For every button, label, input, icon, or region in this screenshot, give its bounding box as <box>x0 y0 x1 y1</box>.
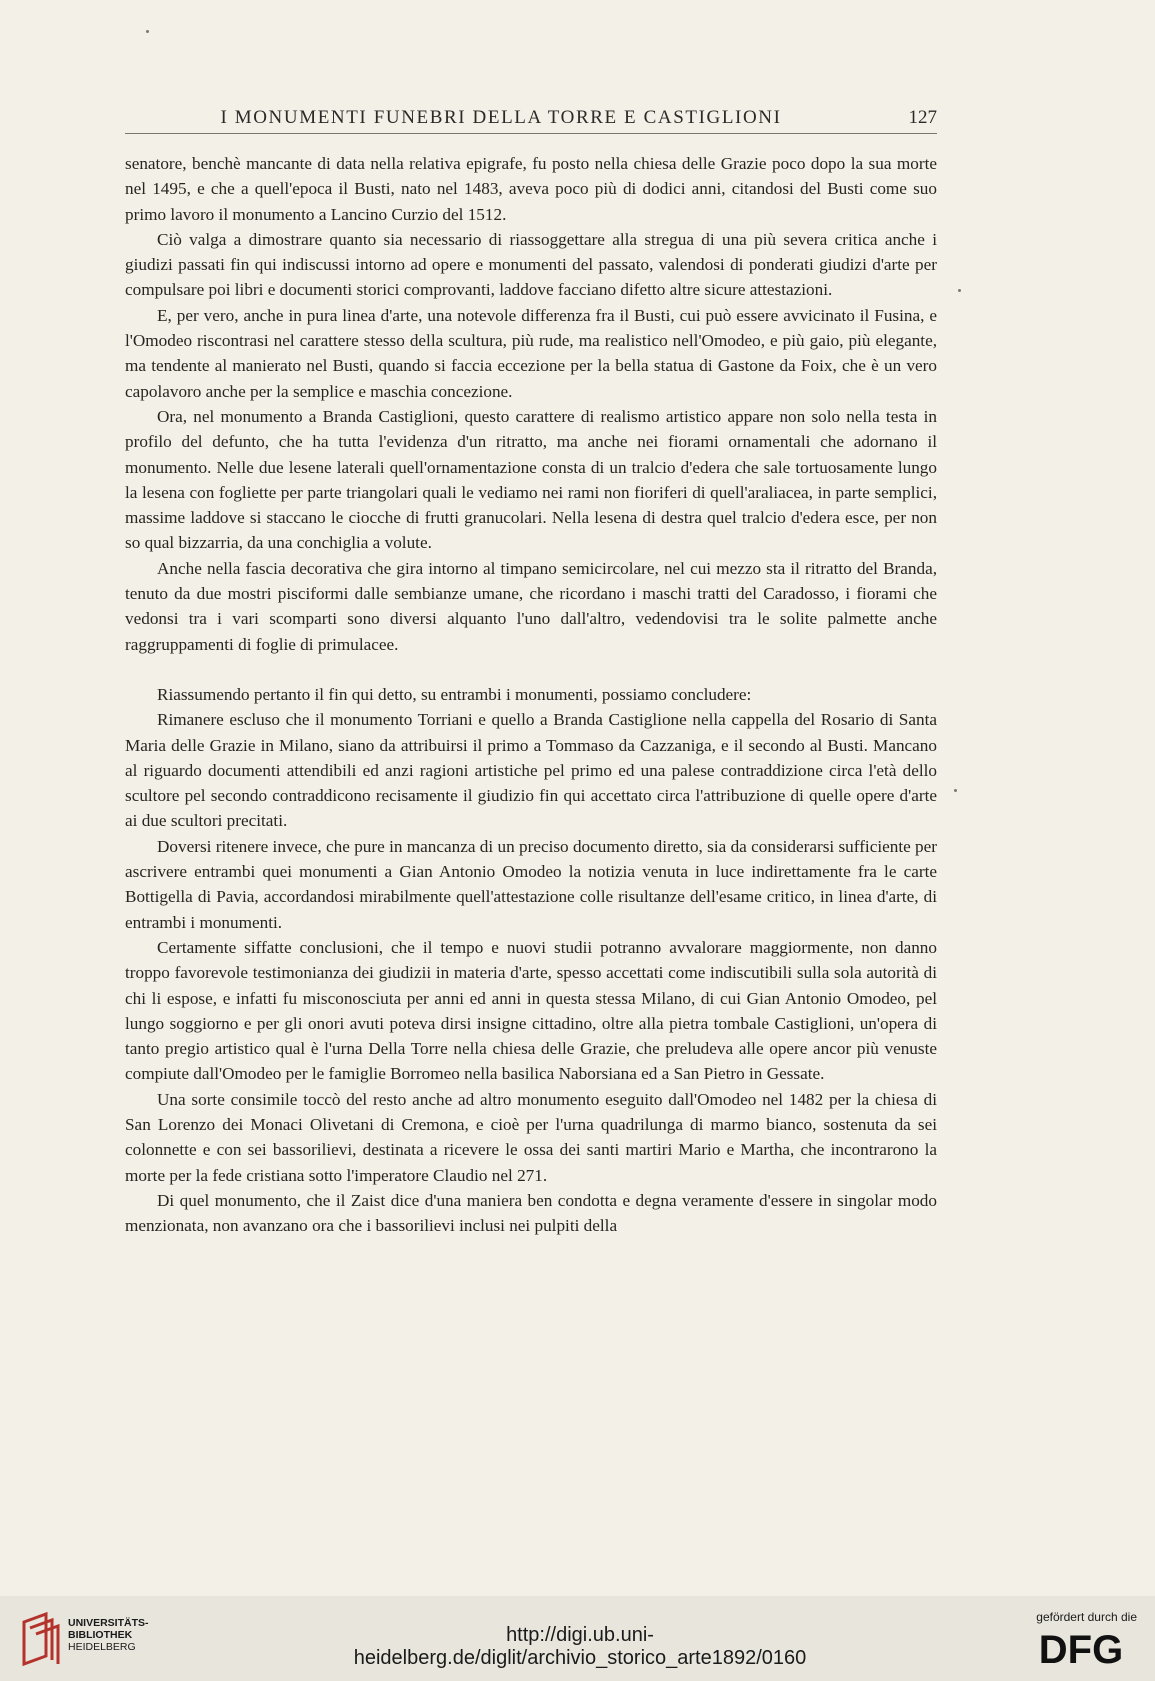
paragraph: Certamente siffatte conclusioni, che il tempo e nuovi studii potranno avvalorare maggiormente, non danno troppo favorevole testimonianza dei giudizii in materia d'arte, spesso accettati come indiscutibili sulla sola autorità di chi li espose, e infatti fu misconosciuta per anni ed anni in questa stessa Milano, di cui Gian Antonio Omodeo, pel lungo soggiorno e per gli onori avuti poteva dirsi insigne cittadino, oltre alla pietra tombale Castiglioni, un'opera di tanto pregio artistico qual è l'urna Della Torre nella chiesa delle Grazie, che preludeva alle opere ancor più venuste compiute dall'Omodeo per le famiglie Borromeo nella basilica Naborsiana ed a San Pietro in Gessate. <box>125 937 937 1084</box>
permalink-url[interactable]: http://digi.ub.uni-heidelberg.de/diglit/archivio_storico_arte1892/0160 <box>353 1624 807 1669</box>
paragraph: Di quel monumento, che il Zaist dice d'una maniera ben condotta e degna veramente d'essere in singolar modo menzionata, non avanzano ora che i bassorilievi inclusi nei pulpiti della <box>125 1190 937 1236</box>
paragraph: E, per vero, anche in pura linea d'arte, una notevole differenza fra il Busti, cui può essere avvicinato il Fusina, e l'Omodeo riscontrasi nel carattere stesso della scultura, più rude, ma realistico nell'Omodeo, e più gaio, più elegante, ma tendente al manierato nel Busti, quando si faccia eccezione per la bella statua di Gastone da Foix, che è un vero capolavoro anche per la semplice e maschia concezione. <box>125 305 937 401</box>
paragraph: Riassumendo pertanto il fin qui detto, su entrambi i monumenti, possiamo concludere: <box>157 684 752 704</box>
paper-speck <box>958 289 961 292</box>
paragraph: Una sorte consimile toccò del resto anche ad altro monumento eseguito dall'Omodeo nel 1482 per la chiesa di San Lorenzo dei Monaci Olivetani di Cremona, e cioè per l'urna quadrilunga di marmo bianco, sostenuta da sei colonnette e con sei bassorilievi, destinata a ricevere le ossa dei santi martiri Mario e Martha, che incontrarono la morte per la fede cristiana sotto l'imperatore Claudio nel 271. <box>125 1089 937 1185</box>
dfg-logo-text: DFG <box>1038 1630 1124 1670</box>
library-name-line: BIBLIOTHEK <box>68 1629 133 1641</box>
paper-speck <box>146 30 149 33</box>
paragraph: senatore, benchè mancante di data nella relativa epigrafe, fu posto nella chiesa delle Grazie poco dopo la sua morte nel 1495, e che a quell'epoca il Busti, nato nel 1483, aveva poco più di dodici anni, citandosi del Busti come suo primo lavoro il monumento a Lancino Curzio del 1512. <box>125 154 937 224</box>
university-library-logo-icon <box>16 1610 62 1668</box>
paragraph: Ciò valga a dimostrare quanto sia necessario di riassoggettare alla stregua di una più severa critica anche i giudizi passati fin qui indiscussi intorno ad opere e monumenti del passato, valendosi di ponderati giudizi d'arte per compulsare poi libri e documenti storici comprovanti, laddove facciano difetto altre sicure attestazioni. <box>125 229 937 300</box>
dfg-logo-icon <box>1025 1630 1137 1670</box>
body-text <box>125 151 937 1381</box>
running-title: I MONUMENTI FUNEBRI DELLA TORRE E CASTIGLIONI <box>220 107 782 128</box>
running-header <box>125 103 937 134</box>
library-name <box>68 1617 149 1653</box>
page-number: 127 <box>908 107 937 128</box>
library-name-line: HEIDELBERG <box>68 1641 136 1653</box>
paragraph: Anche nella fascia decorativa che gira intorno al timpano semicircolare, nel cui mezzo sta il ritratto del Branda, tenuto da due mostri pisciformi dalle sembianze umane, che ricordano i maschi tratti del Caradosso, i fiorami che vedonsi tra i vari scomparti sono diversi alquanto l'uno dall'altro, vedendovisi tra le solite palmette anche raggruppamenti di foglie di primulacee. <box>125 558 937 654</box>
paragraph: Ora, nel monumento a Branda Castiglioni, questo carattere di realismo artistico appare non solo nella testa in profilo del defunto, che ha tutta l'evidenza d'un ritratto, ma anche nei fiorami ornamentali che adornano il monumento. Nelle due lesene laterali quell'ornamentazione consta di un tralcio d'edera che sale tortuosamente lungo la lesena con fogliette per parte triangolari quali le vediamo nei rami non fioriferi di quell'araliacea, in parte semplici, massime laddove si staccano le ciocche di frutti granucolari. Nella lesena di destra quel tralcio d'edera esce, per non so qual bizzarria, da una conchiglia a volute. <box>125 406 937 553</box>
paragraph: Rimanere escluso che il monumento Torriani e quello a Branda Castiglione nella cappella del Rosario di Santa Maria delle Grazie in Milano, siano da attribuirsi il primo a Tommaso da Cazzaniga, e il secondo al Busti. Mancano al riguardo documenti attendibili ed anzi ragioni artistiche pel primo ed una palese contraddizione circa l'età dello scultore pel secondo contraddicono recisamente il giudizio fin qui accettato circa l'attribuzione di quelle opere d'arte ai due scultori precitati. <box>125 710 937 831</box>
paragraph: Doversi ritenere invece, che pure in mancanza di un preciso documento diretto, sia da considerarsi sufficiente per ascrivere entrambi quei monumenti a Gian Antonio Omodeo la notizia venuta in luce indirettamente fra le carte Bottigella di Pavia, accordandosi mirabilmente quell'attestazione colle risultanze dell'esame critico, in linea d'arte, di entrambi i monumenti. <box>125 836 937 932</box>
paper-speck <box>954 789 957 792</box>
library-name-line: UNIVERSITÄTS- <box>68 1617 149 1629</box>
viewer-footer <box>0 1596 1155 1681</box>
funding-caption: gefördert durch die <box>1036 1610 1137 1624</box>
